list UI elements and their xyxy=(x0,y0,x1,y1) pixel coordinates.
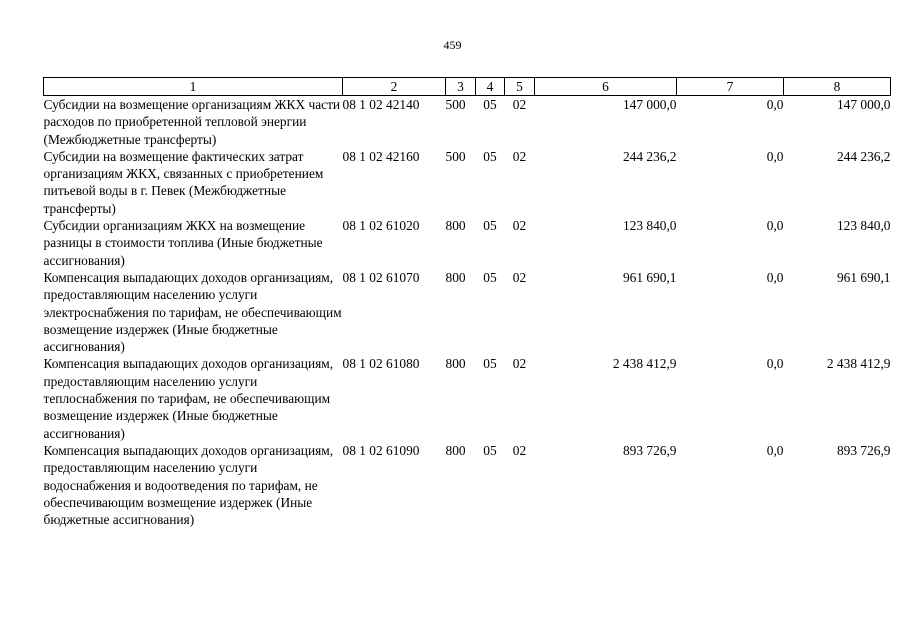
subsection-code: 02 xyxy=(512,218,527,234)
amount-col8: 147 000,0 xyxy=(836,97,891,112)
target-article-code: 08 1 02 61080 xyxy=(342,356,420,372)
table-header-row xyxy=(44,78,891,96)
expense-type-code: 500 xyxy=(445,148,466,164)
column-header: 1 xyxy=(44,78,343,96)
amount-col7: 0,0 xyxy=(766,356,784,372)
section-code: 05 xyxy=(483,356,497,372)
table-row xyxy=(44,148,891,217)
expense-name: Субсидии на возмещение фактических затрат организациям ЖКХ, связанных с приобретением питьевой воды в г. Певек (Межбюджетные трансферты) xyxy=(43,148,324,216)
column-header: 7 xyxy=(677,78,784,96)
amount-col8: 244 236,2 xyxy=(836,148,891,164)
table-row xyxy=(44,96,891,148)
subsection-code: 02 xyxy=(512,269,527,285)
amount-col6: 147 000,0 xyxy=(622,97,677,112)
column-header: 2 xyxy=(343,78,446,96)
amount-col6: 893 726,9 xyxy=(622,442,677,458)
budget-table xyxy=(43,77,891,528)
target-article-code: 08 1 02 61090 xyxy=(342,442,420,458)
target-article-code: 08 1 02 42140 xyxy=(342,97,420,112)
expense-type-code: 800 xyxy=(445,442,466,458)
column-header: 6 xyxy=(535,78,677,96)
column-header: 3 xyxy=(446,78,476,96)
amount-col8: 961 690,1 xyxy=(836,269,891,285)
subsection-code: 02 xyxy=(512,97,527,112)
amount-col8: 123 840,0 xyxy=(836,218,891,234)
section-code: 05 xyxy=(483,269,497,285)
table-row xyxy=(44,269,891,355)
column-header: 5 xyxy=(505,78,535,96)
amount-col8: 2 438 412,9 xyxy=(826,356,891,372)
expense-type-code: 800 xyxy=(445,218,466,234)
table-row xyxy=(44,442,891,528)
expense-name: Компенсация выпадающих доходов организациям, предоставляющим населению услуги водоснабжения и водоотведения по тарифам, не обеспечивающим возмещение издержек (Иные бюджетные ассигнования) xyxy=(43,442,334,528)
target-article-code: 08 1 02 61070 xyxy=(342,269,420,285)
amount-col6: 961 690,1 xyxy=(622,269,677,285)
section-code: 05 xyxy=(483,97,497,112)
amount-col6: 2 438 412,9 xyxy=(612,356,677,372)
amount-col8: 893 726,9 xyxy=(836,442,891,458)
subsection-code: 02 xyxy=(512,356,527,372)
amount-col6: 123 840,0 xyxy=(622,218,677,234)
expense-type-code: 800 xyxy=(445,269,466,285)
amount-col7: 0,0 xyxy=(766,269,784,285)
section-code: 05 xyxy=(483,442,497,458)
amount-col7: 0,0 xyxy=(766,148,784,164)
expense-name: Компенсация выпадающих доходов организациям, предоставляющим населению услуги электроснабжения по тарифам, не обеспечивающим возмещение издержек (Иные бюджетные ассигнования) xyxy=(43,269,342,355)
section-code: 05 xyxy=(483,218,497,234)
expense-name: Субсидии организациям ЖКХ на возмещение разницы в стоимости топлива (Иные бюджетные ассигнования) xyxy=(43,218,323,268)
subsection-code: 02 xyxy=(512,148,527,164)
page-number: 459 xyxy=(443,38,462,52)
amount-col7: 0,0 xyxy=(766,218,784,234)
table-row xyxy=(44,217,891,269)
section-code: 05 xyxy=(483,148,497,164)
column-header: 8 xyxy=(784,78,891,96)
expense-name: Компенсация выпадающих доходов организациям, предоставляющим населению услуги теплоснабжения по тарифам, не обеспечивающим возмещение издержек (Иные бюджетные ассигнования) xyxy=(43,356,334,441)
table-row xyxy=(44,355,891,441)
amount-col6: 244 236,2 xyxy=(622,148,677,164)
expense-type-code: 500 xyxy=(445,97,466,112)
expense-name: Субсидии на возмещение организациям ЖКХ части расходов по приобретенной тепловой энергии (Межбюджетные трансферты) xyxy=(43,97,341,147)
target-article-code: 08 1 02 42160 xyxy=(342,148,420,164)
amount-col7: 0,0 xyxy=(766,442,784,458)
column-header: 4 xyxy=(476,78,505,96)
expense-type-code: 800 xyxy=(445,356,466,372)
target-article-code: 08 1 02 61020 xyxy=(342,218,420,234)
amount-col7: 0,0 xyxy=(766,97,784,112)
subsection-code: 02 xyxy=(512,442,527,458)
